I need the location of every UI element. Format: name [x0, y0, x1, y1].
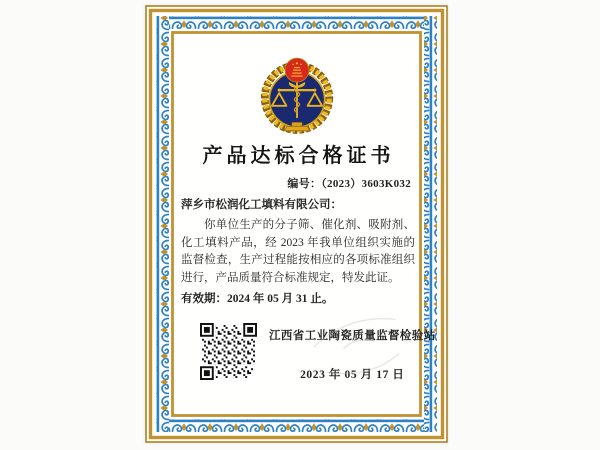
certificate-footer [176, 323, 436, 382]
issuing-authority: 江西省工业陶瓷质量监督检验站 [269, 330, 436, 342]
certificate [145, 5, 448, 443]
validity-value: 2024 年 05 月 31 止。 [227, 293, 334, 305]
issuer-block [269, 323, 436, 382]
certificate-content [176, 36, 436, 412]
certificate-number: 编号：（2023）3603K032 [287, 178, 411, 190]
emblem-container [176, 51, 417, 136]
validity-line [176, 290, 417, 306]
issue-date: 2023 年 05 月 17 日 [300, 369, 405, 381]
certificate-body-text: 你单位生产的分子筛、催化剂、吸附剂、化工填料产品，经 2023 年我单位组织实施的监督检查，生产过程能按相应的各项标准组织进行，产品质量符合标准规定，特发此证。 [181, 219, 415, 284]
quality-supervision-emblem-icon [254, 51, 340, 136]
validity-label: 有效期： [181, 293, 227, 305]
company-name: 萍乡市松润化工填料有限公司： [181, 199, 342, 211]
qr-code [200, 323, 257, 380]
certificate-title: 产品达标合格证书 [202, 145, 395, 167]
